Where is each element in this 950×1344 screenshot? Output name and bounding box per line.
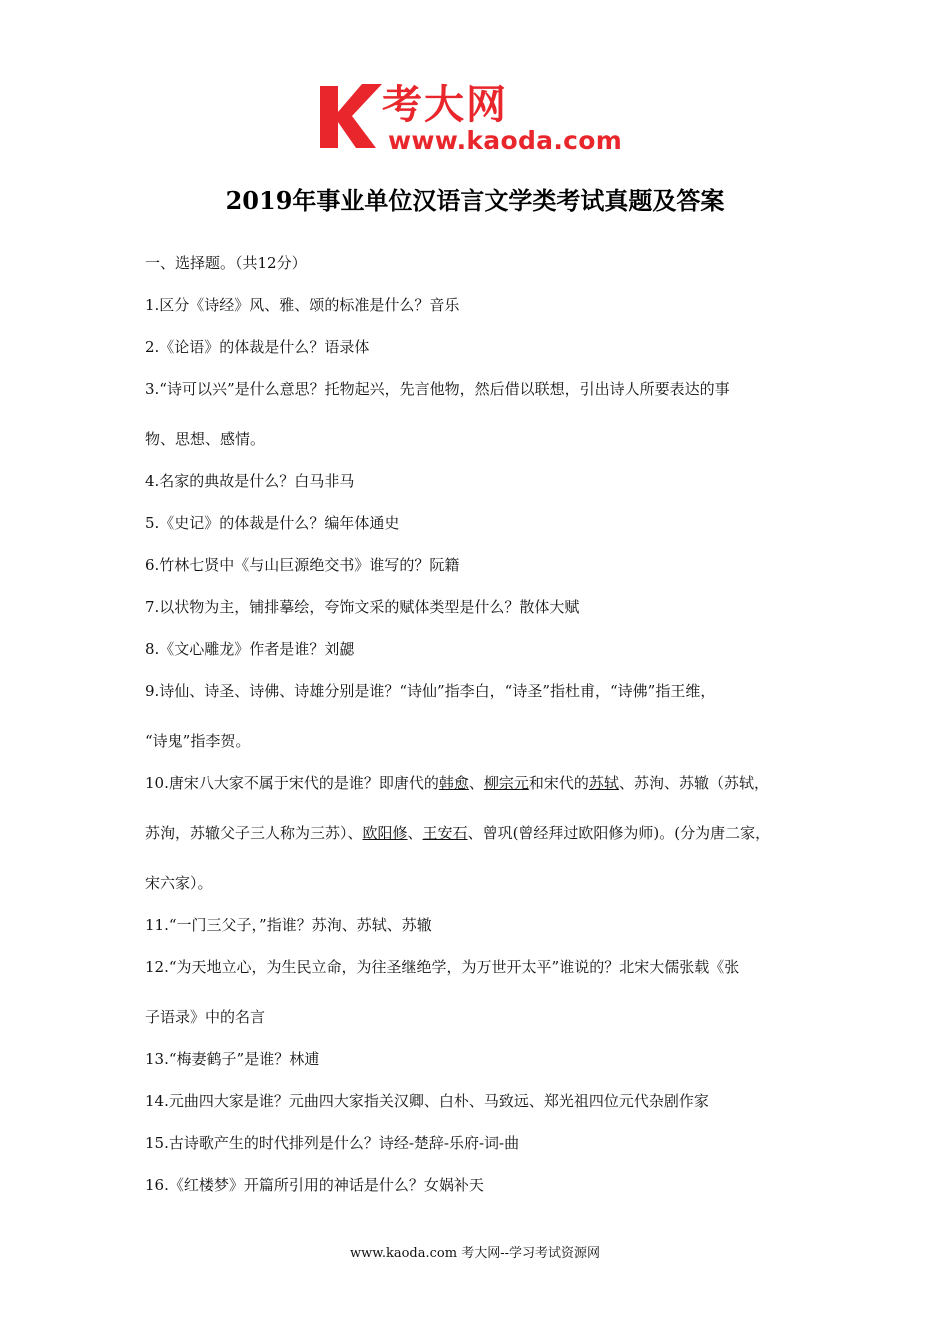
page-title: 2019年事业单位汉语言文学类考试真题及答案	[225, 186, 725, 215]
link-han-yu[interactable]: 韩愈	[438, 774, 469, 792]
question-3-line-2: 物、思想、感情。	[145, 430, 266, 448]
question-3-line-1: 3.“诗可以兴”是什么意思？托物起兴，先言他物，然后借以联想，引出诗人所要表达的事	[145, 380, 730, 398]
question-12-line-2: 子语录》中的名言	[145, 1008, 266, 1026]
question-13: 13.“梅妻鹤子”是谁？林逋	[145, 1050, 320, 1068]
question-9-line-2: “诗鬼”指李贺。	[145, 732, 251, 750]
q10-text-d: 苏洵，苏辙父子三人称为三苏）、	[145, 824, 363, 842]
link-ouyang-xiu[interactable]: 欧阳修	[362, 824, 408, 842]
section-header: 一、选择题。（共12分）	[145, 254, 307, 272]
q10-text-b: 和宋代的	[528, 774, 589, 792]
q10-text-a: 10.唐宋八大家不属于宋代的是谁？即唐代的	[145, 774, 439, 792]
question-10-line-3: 宋六家）。	[145, 874, 213, 892]
question-2: 2.《论语》的体裁是什么？语录体	[145, 338, 370, 356]
k-logo-icon	[318, 80, 386, 150]
link-wang-anshi[interactable]: 王安石	[422, 824, 468, 842]
question-10-line-2	[145, 820, 825, 846]
question-14: 14.元曲四大家是谁？元曲四大家指关汉卿、白朴、马致远、郑光祖四位元代杂剧作家	[145, 1092, 709, 1110]
question-10-line-1	[145, 770, 825, 796]
link-liu-zongyuan[interactable]: 柳宗元	[483, 774, 529, 792]
question-5: 5.《史记》的体裁是什么？编年体通史	[145, 514, 400, 532]
q10-sep-2: 、	[407, 824, 423, 842]
question-16: 16.《红楼梦》开篇所引用的神话是什么？女娲补天	[145, 1176, 484, 1194]
question-8: 8.《文心雕龙》作者是谁？刘勰	[145, 640, 355, 658]
question-12-line-1: 12.“为天地立心，为生民立命，为往圣继绝学，为万世开太平”谁说的？北宋大儒张载《张	[145, 958, 740, 976]
question-6: 6.竹林七贤中《与山巨源绝交书》谁写的？阮籍	[145, 556, 460, 574]
logo-chinese-text: 考大网	[382, 82, 508, 128]
document-body	[145, 250, 825, 1198]
q10-text-c: 、苏洵、苏辙（苏轼，	[618, 774, 769, 792]
question-15: 15.古诗歌产生的时代排列是什么？诗经-楚辞-乐府-词-曲	[145, 1134, 520, 1152]
question-11: 11.“一门三父子，”指谁？苏洵、苏轼、苏辙	[145, 916, 432, 934]
q10-sep-1: 、	[468, 774, 484, 792]
logo-url-text: www.kaoda.com	[388, 126, 623, 155]
page-footer: www.kaoda.com 考大网--学习考试资源网	[350, 1246, 600, 1261]
question-7: 7.以状物为主，铺排摹绘，夸饰文采的赋体类型是什么？散体大赋	[145, 598, 580, 616]
kaoda-logo	[318, 80, 638, 160]
q10-text-e: 、曾巩(曾经拜过欧阳修为师)。(分为唐二家，	[467, 824, 771, 842]
link-su-shi[interactable]: 苏轼	[588, 774, 619, 792]
question-9-line-1: 9.诗仙、诗圣、诗佛、诗雄分别是谁？“诗仙”指李白，“诗圣”指杜甫，“诗佛”指王维，	[145, 682, 716, 700]
question-4: 4.名家的典故是什么？白马非马	[145, 472, 355, 490]
question-1: 1.区分《诗经》风、雅、颂的标准是什么？音乐	[145, 296, 460, 314]
